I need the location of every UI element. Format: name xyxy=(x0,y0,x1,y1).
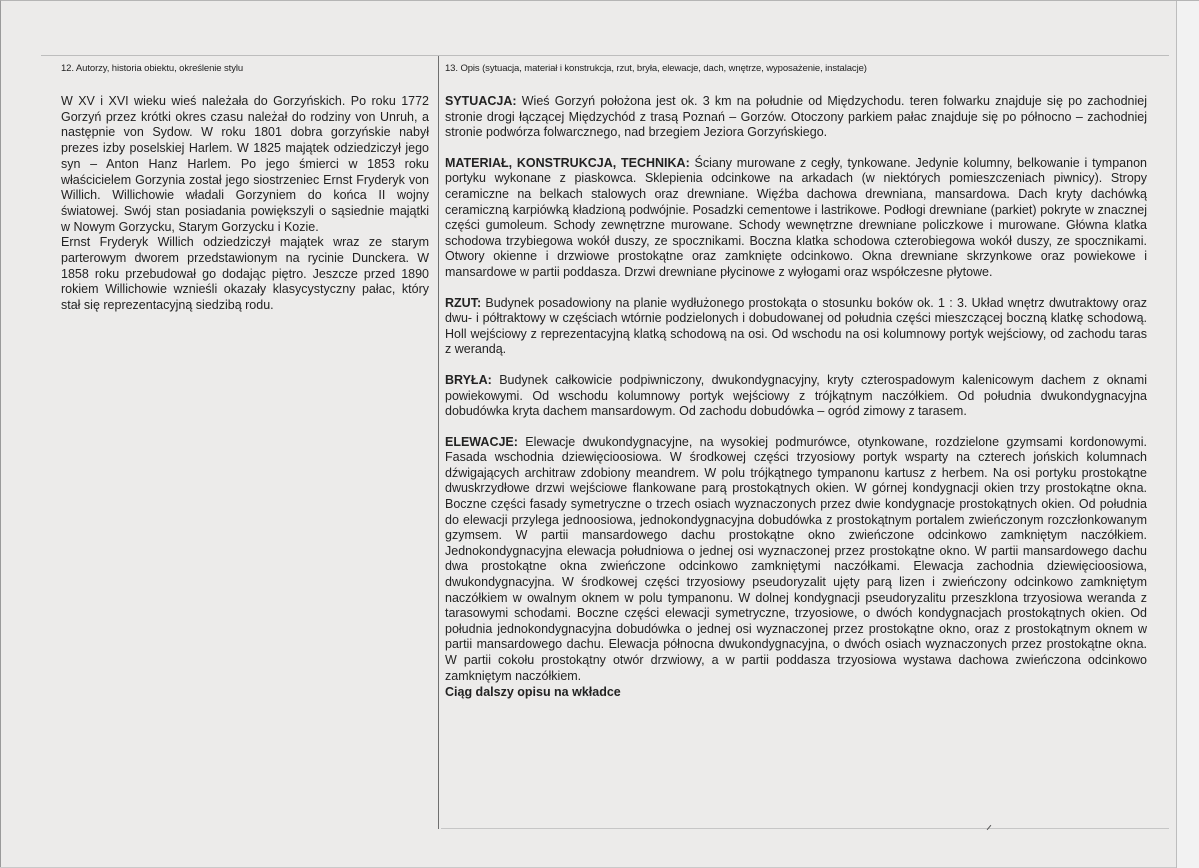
section-text: Elewacje dwukondygnacyjne, na wysokiej podmurówce, otynkowane, rozdzielone gzymsami kordonowymi. Fasada wschodnia dziewięcioosiowa. W środkowej części trzyosiowy portyk wsparty na czterech jońskich kolumnach dźwigających architraw zdobiony meandrem. W polu trójkątnego tympanonu kartusz z herbem. Na osi portyku prostokątne dwuskrzydłowe drzwi wejściowe flankowane parą prostokątnych okien. W górnej kondygnacji okien trzy prostokątne okna. Boczne części fasady symetryczne o trzech osiach wyznaczonych przez dwie kondygnacje prostokątnych okien. Od południa do elewacji przylega jednoosiowa, jednokondygnacyjna dobudówka z prostokątnym portalem zwieńczonym rozczłonkowanym gzymsem. W partii mansardowego dachu prostokątne okno zwieńczone odcinkowo zamkniętym naczółkiem. Jednokondygnacyjna elewacja południowa o jednej osi wyznaczonej przez prostokątne okno. W partii mansardowego dachu dwa prostokątne okna zwieńczone odcinkowo zamkniętymi naczółkami. Elewacja zachodnia dziewięcioosiowa, dwukondygnacyjna. W środkowej części trzyosiowy pseudoryzalit ujęty parą lizen i zwieńczony odcinkowo zamkniętym naczółkiem w owalnym oknem w polu tympanonu. W dolnej kondygnacji pseudoryzalitu przeszklona trzyosiowa weranda z tarasowymi schodami. Boczne części elewacji symetryczne, trzyosiowe, o dwóch kondygnacjach prostokątnych okien. Od południa jednokondygnacyjna dobudówka o jednej osi wyznaczonej przez prostokątne okno, oraz z prostokątnym oknem w partii mansardowego dachu. Elewacja północna dwukondygnacyjna, o dwóch osiach wyznaczonych przez prostokątne okna. W partii cokołu prostokątny otwór drzwiowy, a w partii poddasza trzyosiowa wystawa dachowa zwieńczona odcinkowo zamkniętym naczółkiem. xyxy=(445,434,1147,683)
section-rzut xyxy=(445,296,1147,358)
description-column xyxy=(445,63,1147,716)
history-column xyxy=(61,63,429,314)
description-heading: 13. Opis (sytuacja, materiał i konstrukcja, rzut, bryła, elewacje, dach, wnętrze, wyposażenie, instalacje) xyxy=(445,63,867,74)
top-rule xyxy=(41,55,1169,56)
section-label: SYTUACJA: xyxy=(445,94,517,108)
history-paragraph: Ernst Fryderyk Willich odziedziczył majątek wraz ze starym parterowym dworem przedstawionym na rycinie Dunckera. W 1858 roku przebudował go dodając piętro. Jeszcze przed 1890 rokiem Willichowie wznieśli okazały klasycystyczny pałac, który stał się reprezentacyjną siedzibą rodu. xyxy=(61,235,429,313)
continuation-note: Ciąg dalszy opisu na wkładce xyxy=(445,685,621,700)
section-material xyxy=(445,156,1147,281)
section-text: Budynek posadowiony na planie wydłużonego prostokąta o stosunku boków ok. 1 : 3. Układ wnętrz dwutraktowy oraz dwu- i półtraktowy w częściach wtórnie podzielonych i dobudowanej od południa części mieszczącej boczną klatkę schodową. Holl wejściowy z reprezentacyjną klatką schodową na osi. Od wschodu na osi kolumnowy portyk wejściowy, od zachodu taras z werandą. xyxy=(445,295,1147,357)
section-sytuacja xyxy=(445,94,1147,141)
section-text: Wieś Gorzyń położona jest ok. 3 km na południe od Międzychodu. teren folwarku znajduje się po zachodniej stronie drogi łączącej Międzychód z trasą Poznań – Gorzów. Otoczony parkiem pałac znajduje się po północno – zachodniej stronie podwórza folwarcznego, nad brzegiem Jeziora Gorzyńskiego. xyxy=(445,94,1147,140)
section-text: Ściany murowane z cegły, tynkowane. Jedynie kolumny, belkowanie i tympanon portyku wykonane z piaskowca. Sklepienia odcinkowe na arkadach (w niektórych pomieszczeniach piwnicy). Stropy ceramiczne na belkach stalowych oraz drewniane. Więźba dachowa drewniana, mansardowa. Dach kryty dachówką ceramiczną karpiówką kładzioną podwójnie. Posadzki cementowe i lastrikowe. Podłogi drewniane (parkiet) pokryte w znacznej części gumoleum. Schody zewnętrzne murowane. Schody wewnętrzne drewniane policzkowe i murowane. Główna klatka schodowa trzybiegowa wokół duszy, ze spocznikami. Boczna klatka schodowa czterobiegowa wokół duszy, ze spocznikami. Otwory okienne i drzwiowe prostokątne oraz zamknięte odcinkowo. Okna drewniane skrzynkowe oraz powiekowe i mansardowe w partii poddasza. Drzwi drewniane płycinowe z wyłogami oraz współczesne płytowe. xyxy=(445,155,1147,279)
column-divider xyxy=(438,56,439,829)
section-text: Budynek całkowicie podpiwniczony, dwukondygnacyjny, kryty czterospadowym kalenicowym dachem z oknami powiekowymi. Od wschodu kolumnowy portyk wejściowy z trójkątnym naczółkiem. Od południa dwukondygnacyjna dobudówka kryta dachem mansardowym. Od zachodu dobudówka – ogród zimowy z tarasem. xyxy=(445,372,1147,419)
section-label: MATERIAŁ, KONSTRUKCJA, TECHNIKA: xyxy=(445,155,690,170)
section-label: BRYŁA: xyxy=(445,372,492,387)
section-label: RZUT: xyxy=(445,295,482,310)
scanner-edge xyxy=(1176,1,1199,868)
section-label: ELEWACJE: xyxy=(445,434,518,449)
history-heading: 12. Autorzy, historia obiektu, określenie stylu xyxy=(61,63,244,74)
section-elewacje xyxy=(445,435,1147,685)
section-bryla xyxy=(445,373,1147,420)
bottom-rule xyxy=(441,828,1169,829)
history-paragraph: W XV i XVI wieku wieś należała do Gorzyńskich. Po roku 1772 Gorzyń przez krótki okres czasu należał do rodziny von Unruh, a następnie von Sydow. W roku 1801 dobra gorzyńskie nabył prezes izby poselskiej Harlem. W 1825 majątek odziedziczył jego syn – Anton Hanz Harlem. Po jego śmierci w 1853 roku właścicielem Gorzynia został jego siostrzeniec Ernst Fryderyk von Willich. Willichowie władali Gorzyniem do końca II wojny światowej. Swój stan posiadania powiększyli o sąsiednie majątki w Nowym Gorzycku, Starym Gorzycku i Kozie. xyxy=(61,94,429,234)
